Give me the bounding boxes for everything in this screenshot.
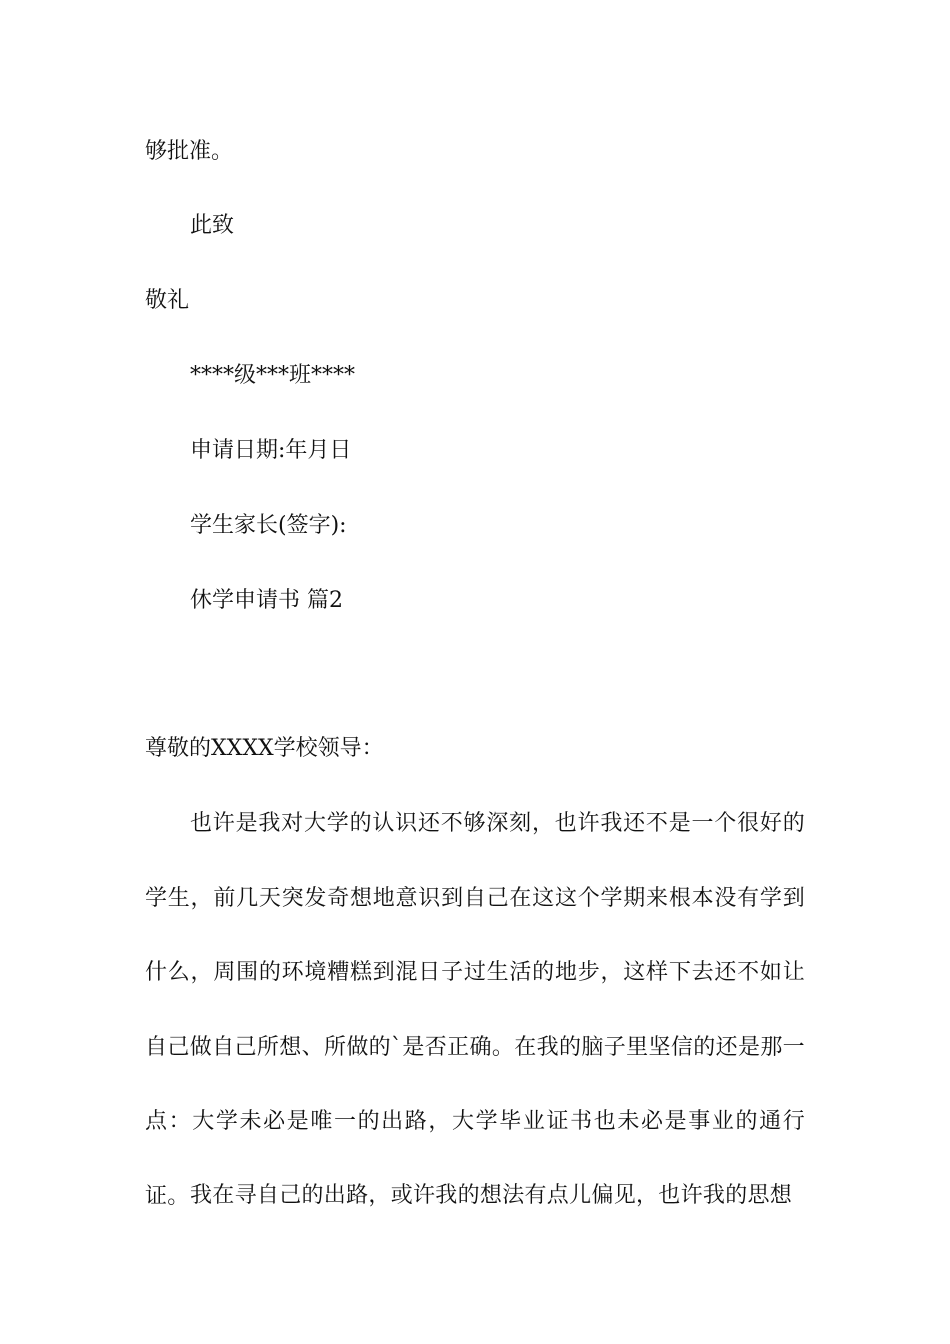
closing-phrase: 此致 [190, 213, 235, 238]
regards-line: 敬礼 [145, 288, 190, 313]
parent-signature-line: 学生家长(签字): [190, 513, 347, 538]
salutation-line: 尊敬的XXXX学校领导： [145, 736, 384, 761]
body-paragraph: 我在寻自己的出路，或许我的想法有点儿偏见，也许我的思想 [190, 1183, 793, 1208]
closing-text-line: 够批准。 [145, 139, 234, 164]
body-paragraph: 也许是我对大学的认识还不够深刻，也许我还不是一个很好的学生，前几天突发奇想地意识到自己在这这个学期来根本没有学到什么，周围的环境糟糕到混日子过生活的地步，这样下去还不如让自己做自己所想、所做的`是否正确。在我的脑子里坚信的还是那一点：大学未必是唯一的出路，大学毕业证书也未必是事业的通行证。 [145, 811, 805, 1209]
class-info-line: ****级***班**** [190, 363, 356, 388]
application-date-line: 申请日期:年月日 [190, 438, 352, 463]
section-heading: 休学申请书 篇2 [190, 588, 343, 613]
